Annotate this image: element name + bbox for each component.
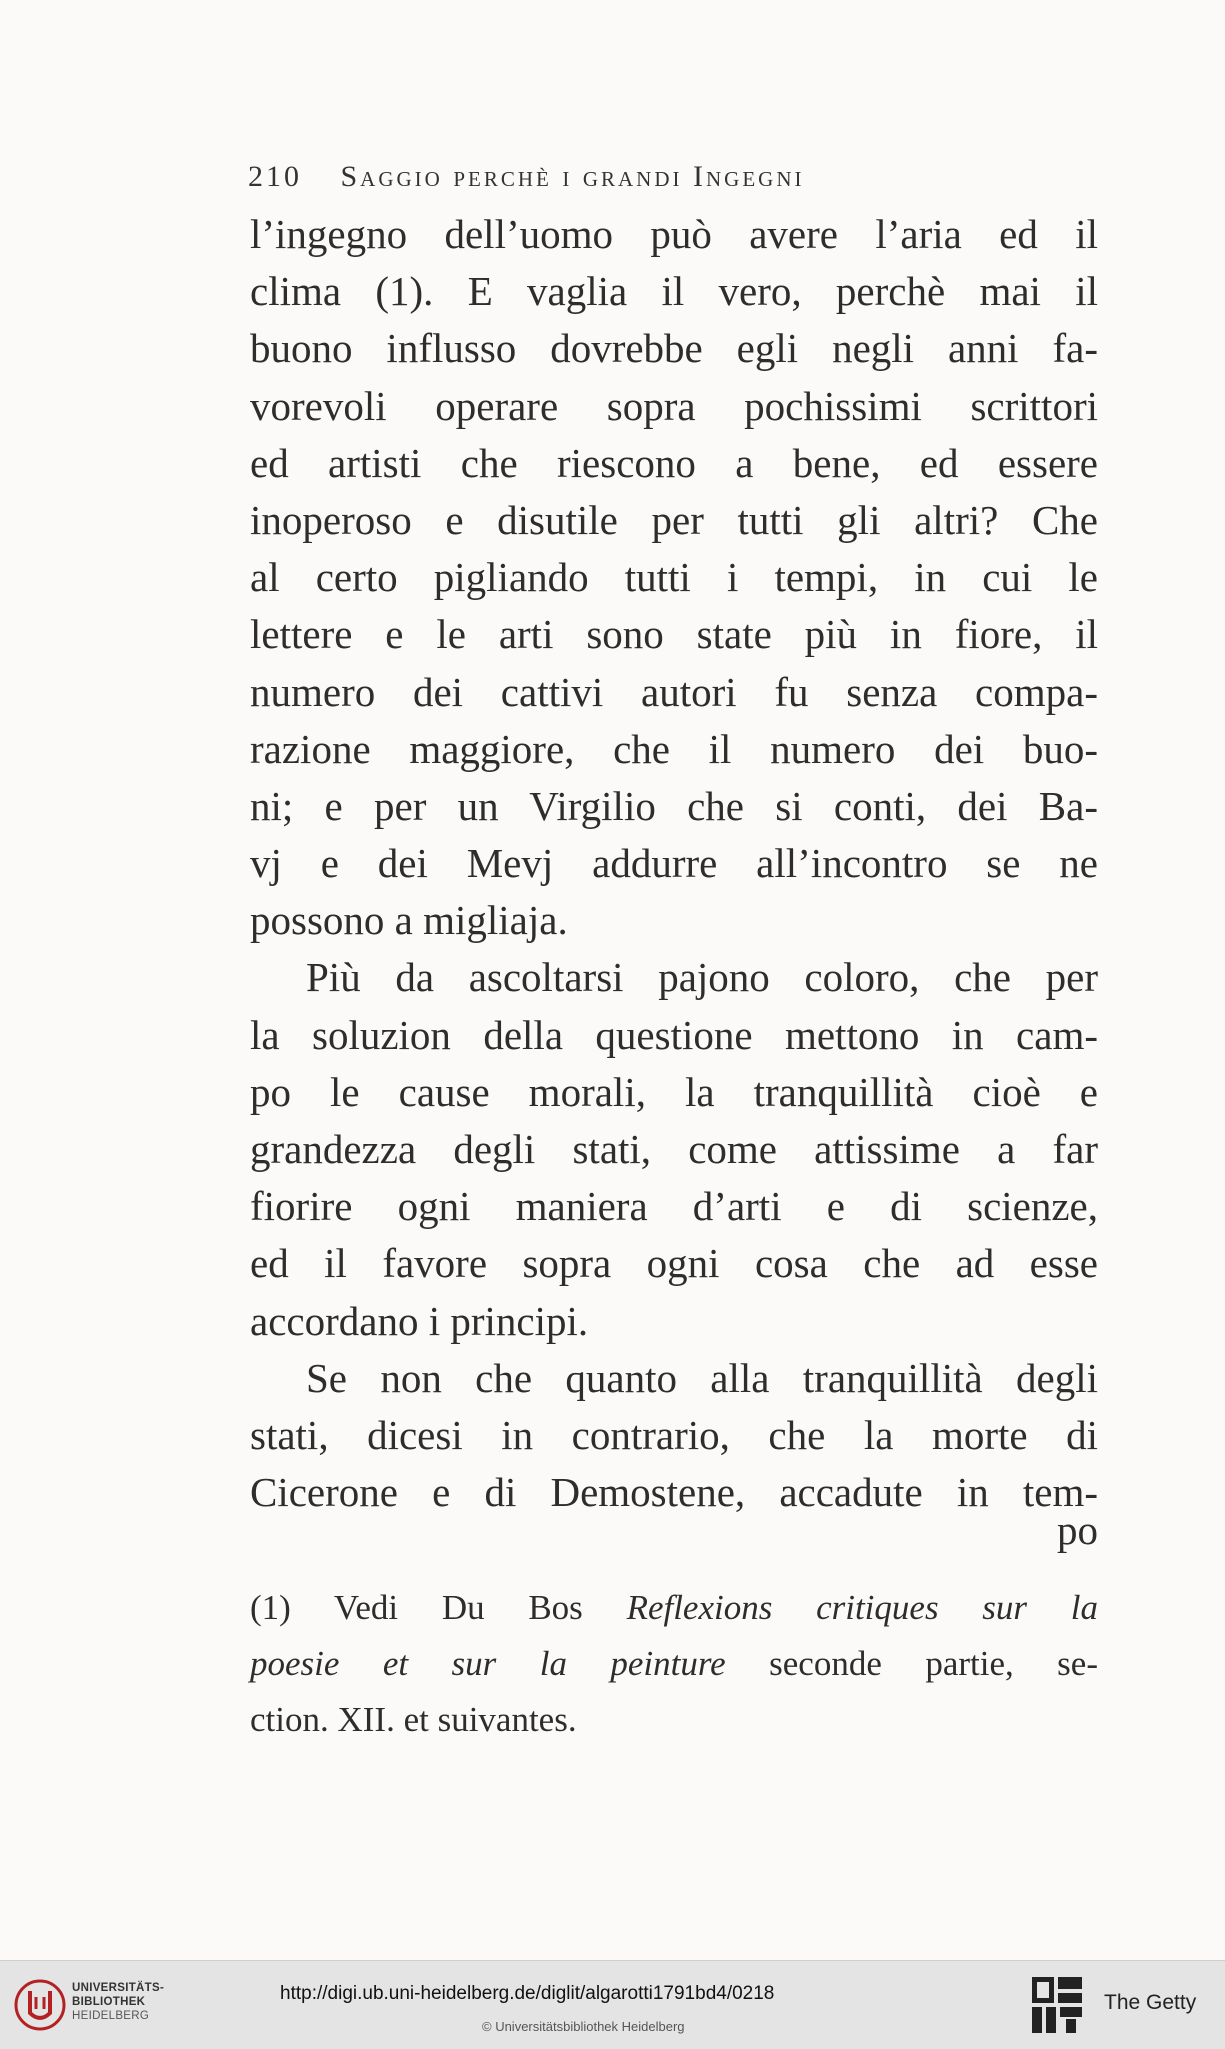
text-line: po le cause morali, la tranquillità cioè e [250,1068,1098,1115]
text-line: buono influsso dovrebbe egli negli anni fa- [250,325,1098,372]
text-line: ni; e per un Virgilio che si conti, dei Ba- [250,782,1098,829]
running-title: Saggio perchè i grandi Ingegni [340,160,805,193]
getty-logo-icon [1030,1975,1084,2035]
text-line: grandezza degli stati, come attissime a far [250,1126,1098,1172]
text-line: numero dei cattivi autori fu senza compa- [250,668,1098,715]
running-head [248,160,1088,194]
footnote-text: seconde partie, se- [769,1644,1098,1683]
page-number: 210 [248,160,302,193]
partner-name: The Getty [1104,1991,1197,2014]
text-line: ed artisti che riescono a bene, ed essere [250,439,1098,486]
text-line: accordano i principi. [250,1297,589,1344]
footnote-italic-title: poesie et sur la peinture [250,1644,726,1683]
library-name: UNIVERSITÄTS- BIBLIOTHEK HEIDELBERG [72,1982,165,2022]
catchword: po [1057,1507,1098,1553]
copyright-notice: © Universitätsbibliothek Heidelberg [482,2019,685,2034]
text-line: stati, dicesi in contrario, che la morte di [250,1411,1098,1458]
text-line: Cicerone e di Demostene, accadute in tem- [250,1469,1098,1516]
text-line: Più da ascoltarsi pajono coloro, che per [306,954,1098,1001]
text-line: la soluzion della questione mettono in cam- [250,1011,1098,1058]
text-line: al certo pigliando tutti i tempi, in cui le [250,554,1098,601]
text-line: Se non che quanto alla tranquillità degli [306,1354,1098,1401]
text-line: l’ingegno dell’uomo può avere l’aria ed il [250,211,1098,257]
text-line: vj e dei Mevj addurre all’incontro se ne [250,840,1098,887]
footnote-marker: (1) Vedi Du Bos [250,1588,583,1627]
footnote [250,1580,1098,1748]
text-line: clima (1). E vaglia il vero, perchè mai il [250,268,1098,315]
text-line: vorevoli operare sopra pochissimi scrittori [250,382,1098,429]
text-line: lettere e le arti sono state più in fiore, il [250,611,1098,658]
footnote-line [250,1636,1098,1692]
text-line: razione maggiore, che il numero dei buo- [250,725,1098,772]
text-line: inoperoso e disutile per tutti gli altri? Che [250,496,1098,543]
permalink-url[interactable]: http://digi.ub.uni-heidelberg.de/diglit/algarotti1791bd4/0218 [280,1983,775,2004]
viewer-footer [0,1960,1225,2049]
footnote-line: ction. XII. et suivantes. [250,1700,577,1739]
text-line: possono a migliaja. [250,897,568,944]
university-library-logo-icon [12,1977,68,2033]
footnote-italic-title: Reflexions critiques sur la [626,1588,1099,1627]
text-line: ed il favore sopra ogni cosa che ad esse [250,1240,1098,1287]
body-text [250,206,1098,1521]
footnote-line [250,1580,1098,1636]
text-line: fiorire ogni maniera d’arti e di scienze, [250,1183,1098,1230]
